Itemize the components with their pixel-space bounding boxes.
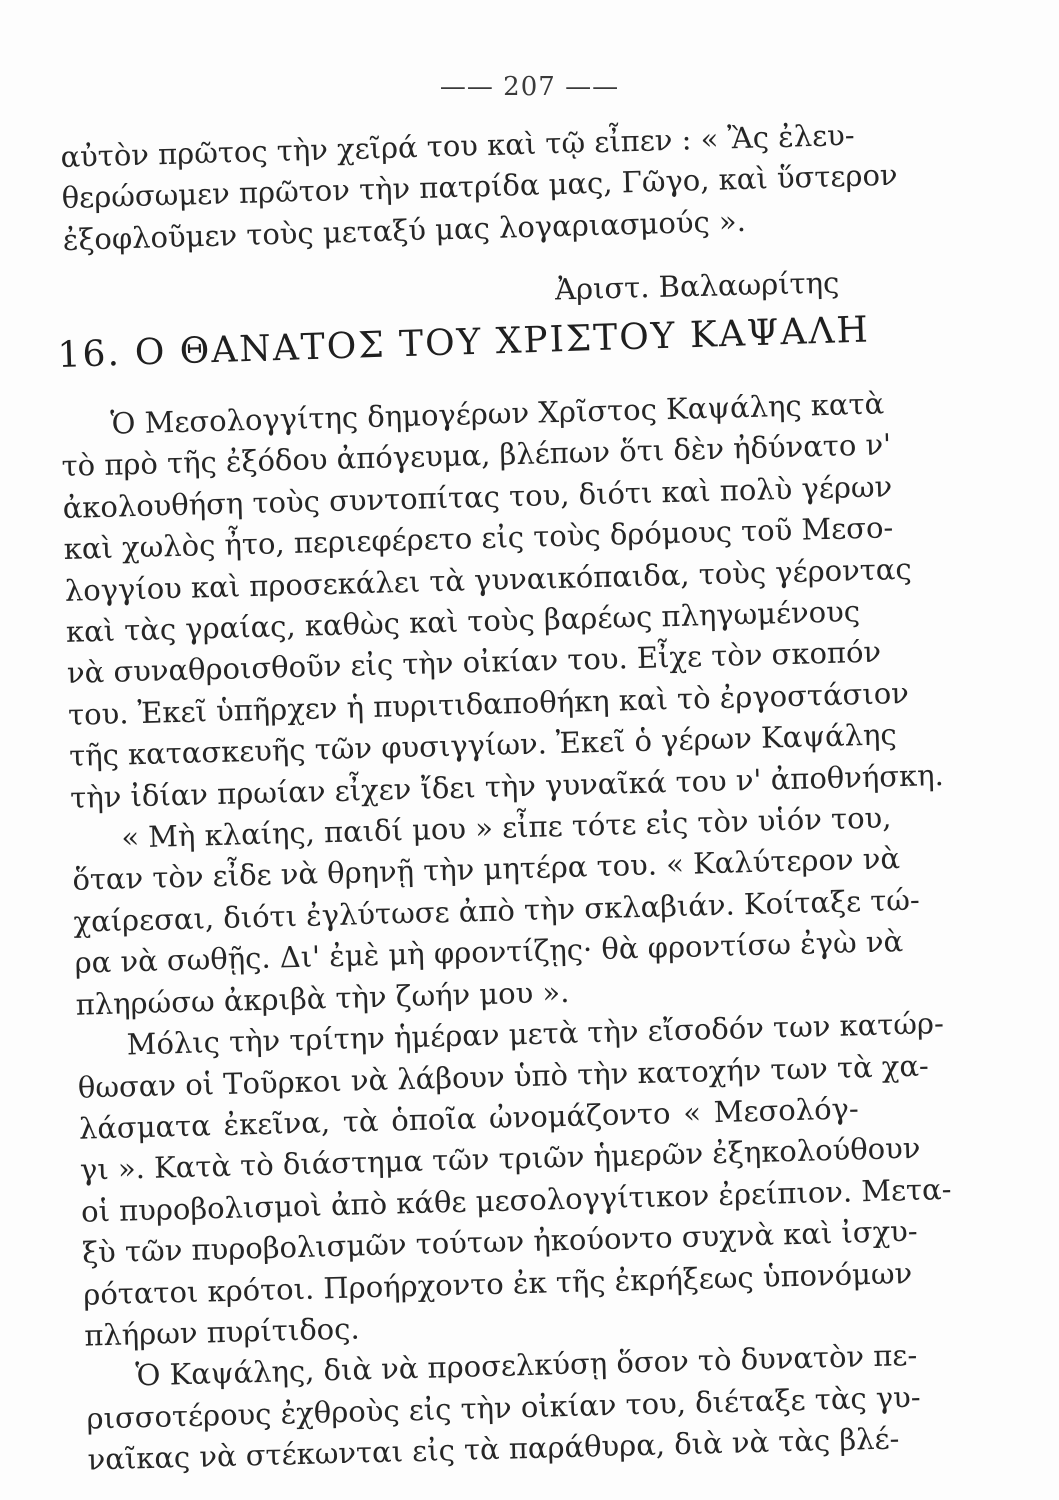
body-line: του. Ἐκεῖ ὑπῆρχεν ἡ πυριτιδαποθήκη καὶ τὸ ἐργοστάσιον [67,675,910,732]
body-line: Ὁ Καψάλης, διὰ νὰ προσελκύσῃ ὅσον τὸ δυνατὸν πε- [134,1338,918,1393]
body-line: νὰ συναθροισθοῦν εἰς τὴν οἰκίαν του. Εἶχε τὸν σκοπόν [66,635,882,691]
body-line: καὶ χωλὸς ἦτο, περιεφέρετο εἰς τοὺς δρόμους τοῦ Μεσο- [63,510,894,567]
quote-line: αὐτὸν πρῶτος τὴν χεῖρά του καὶ τῷ εἶπεν : « Ἂς ἐλευ- [60,117,855,174]
body-line: Μόλις τὴν τρίτην ἡμέραν μετὰ τὴν εἴσοδόν των κατώρ- [126,1006,945,1062]
body-line: πληρώσω ἀκριβὰ τὴν ζωήν μου ». [75,974,570,1022]
body-line: ρα νὰ σωθῇς. Δι' ἐμὲ μὴ φροντίζῃς· θὰ φροντίσω ἐγὼ νὰ [74,924,904,981]
body-line: οἱ πυροβολισμοὶ ἀπὸ κάθε μεσολογγίτικον ἐρείπιον. Μετα- [80,1171,952,1229]
body-line: ναῖκας νὰ στέκωνται εἰς τὰ παράθυρα, διὰ νὰ τὰς βλέ- [87,1421,900,1477]
body-line: ὅταν τὸν εἶδε νὰ θρηνῇ τὴν μητέρα του. « Καλύτερον νὰ [72,841,901,898]
body-line: ρισσοτέρους ἐχθροὺς εἰς τὴν οἰκίαν του, διέταξε τὰς γυ- [86,1379,922,1436]
chapter-title: Ο ΘΑΝΑΤΟΣ ΤΟΥ ΧΡΙΣΤΟΥ ΚΑΨΑΛΗ [134,309,871,374]
body-line: λάσματα ἐκεῖνα, τὰ ὁποῖα ὠνομάζοντο « Μεσολόγ- [78,1091,860,1146]
body-line: ἀκολουθήση τοὺς συντοπίτας του, διότι καὶ πολὺ γέρων [62,469,893,525]
body-line: γι ». Κατὰ τὸ διάστημα τῶν τριῶν ἡμερῶν ἐξηκολούθουν [79,1131,921,1188]
body-line: τὴν ἰδίαν πρωίαν εἶχεν ἴδει τὴν γυναῖκά του ν' ἀποθνήσκη. [69,757,945,815]
body-line: Ὁ Μεσολογγίτης δημογέρων Χρῖστος Καψάλης κατὰ [110,386,885,441]
body-line: χαίρεσαι, διότι ἐγλύτωσε ἀπὸ τὴν σκλαβιάν. Κοίταξε τώ- [73,882,921,939]
page-number: —— 207 —— [439,72,620,102]
chapter-heading [57,309,870,376]
body-line: τῆς κατασκευῆς τῶν φυσιγγίων. Ἐκεῖ ὁ γέρων Καψάλης [68,717,897,774]
body-line: ρότατοι κρότοι. Προήρχοντο ἐκ τῆς ἐκρήξεως ὑπονόμων [82,1255,913,1312]
quote-line: θερώσωμεν πρῶτον τὴν πατρίδα μας, Γῶγο, καὶ ὕστερον [61,158,898,216]
body-line: πλήρων πυρίτιδος. [83,1311,360,1353]
quote-paragraph [60,115,898,261]
body-line: θωσαν οἱ Τοῦρκοι νὰ λάβουν ὑπὸ τὴν κατοχήν των τὰ χα- [77,1047,930,1105]
body-line: « Μὴ κλαίης, παιδί μου » εἶπε τότε εἰς τὸν υἱόν του, [120,800,892,855]
body-line: ξὺ τῶν πυροβολισμῶν τούτων ἠκούοντο συχνὰ καὶ ἰσχυ- [81,1213,919,1270]
body-line: τὸ πρὸ τῆς ἐξόδου ἀπόγευμα, βλέπων ὅτι δὲν ἠδύνατο ν' [61,427,892,484]
body-line: καὶ τὰς γραίας, καθὼς καὶ τοὺς βαρέως πληγωμένους [65,594,861,649]
body-text [60,385,952,1482]
chapter-number: 16. [57,333,122,376]
body-line: λογγίου καὶ προσεκάλει τὰ γυναικόπαιδα, τοὺς γέροντας [64,551,913,608]
quote-signature: Ἀριστ. Βαλαωρίτης [554,265,840,307]
quote-line: ἐξοφλοῦμεν τοὺς μεταξύ μας λογαριασμούς ». [62,203,747,257]
